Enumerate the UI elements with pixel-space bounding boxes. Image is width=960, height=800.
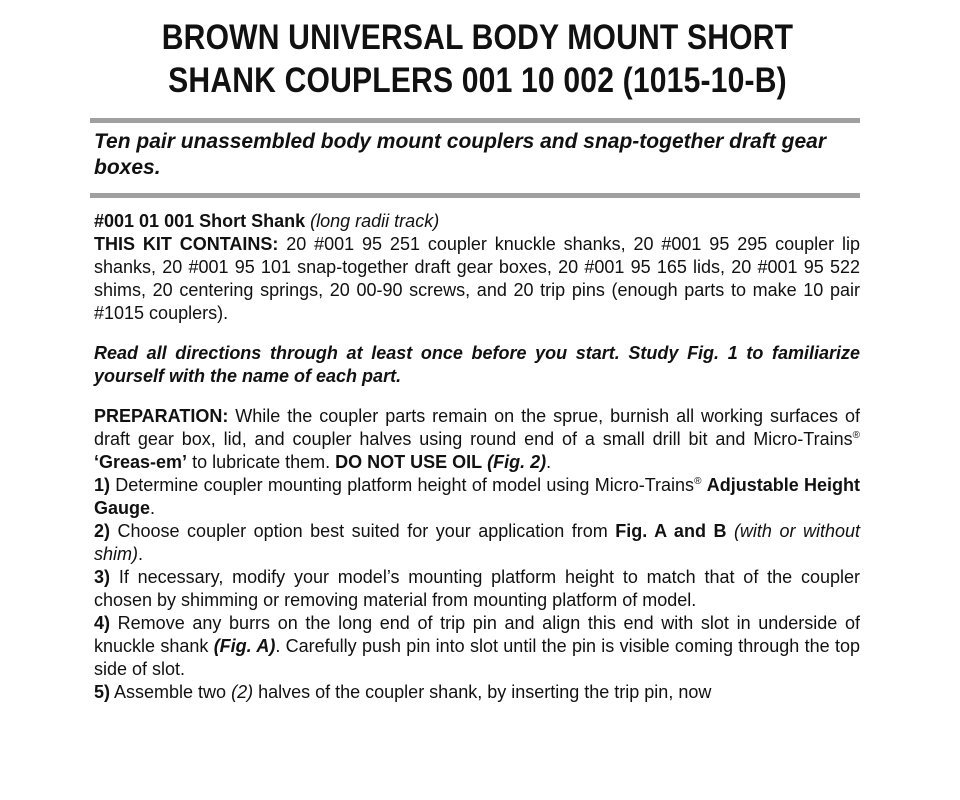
fig-a-and-b-reference: Fig. A and B — [615, 521, 727, 541]
read-directions-note: Read all directions through at least once before you start. Study Fig. 1 to familiarize yourself with the name of each part. — [94, 343, 860, 386]
step-5-text-b: halves of the coupler shank, by inserting the trip pin, now — [253, 682, 712, 702]
step-5-count: (2) — [231, 682, 254, 702]
no-oil-warning: DO NOT USE OIL — [335, 452, 483, 472]
greas-em-product: ‘Greas-em’ — [94, 452, 188, 472]
step-1 — [94, 474, 860, 520]
divider-middle — [90, 193, 860, 198]
preparation-end: . — [546, 452, 552, 472]
step-1-end: . — [150, 498, 156, 518]
step-1-text: Determine coupler mounting platform height of model using Micro-Trains — [110, 475, 695, 495]
step-3-number: 3) — [94, 567, 111, 587]
kit-contents-text: 20 #001 95 251 coupler knuckle shanks, 20 #001 95 295 coupler lip shanks, 20 #001 95 101 snap-together draft gear boxes, 20 #001 95 165 lids, 20 #001 95 522 shims, 20 centering springs, 20 00-90 screws, and 20 trip pins (enough parts to make 10 pair #1015 couplers). — [94, 234, 860, 323]
step-2 — [94, 520, 860, 566]
step-4-number: 4) — [94, 613, 111, 633]
kit-item-note: (long radii track) — [310, 211, 440, 231]
fig-2-reference: (Fig. 2) — [482, 452, 547, 472]
title-line-1: BROWN UNIVERSAL BODY MOUNT SHORT — [161, 18, 794, 57]
fig-a-reference: (Fig. A) — [213, 636, 276, 656]
kit-item-number: #001 01 001 Short Shank — [94, 211, 306, 231]
adjustable-height-gauge: Adjustable Height Gauge — [94, 475, 860, 518]
step-3-text: If necessary, modify your model’s mounting platform height to match that of the coupler chosen by shimming or removing material from mounting platform of model. — [94, 567, 860, 610]
divider-top — [90, 118, 860, 123]
preparation-label: PREPARATION: — [94, 406, 229, 426]
step-1-number: 1) — [94, 475, 111, 495]
title-line-2: SHANK COUPLERS 001 10 002 (1015-10-B) — [168, 61, 787, 100]
preparation-paragraph — [94, 405, 860, 474]
registered-mark: ® — [852, 430, 860, 441]
step-5 — [94, 681, 860, 704]
step-3 — [94, 566, 860, 612]
step-2-note: (with or without shim) — [94, 521, 860, 564]
registered-mark: ® — [694, 476, 702, 487]
instruction-sheet — [90, 0, 865, 704]
step-4-text-b: . Carefully push pin into slot until the pin is visible coming through the top side of slot. — [94, 636, 860, 679]
step-2-text: Choose coupler option best suited for your application from — [110, 521, 616, 541]
subtitle: Ten pair unassembled body mount couplers and snap-together draft gear boxes. — [94, 130, 826, 179]
step-5-text-a: Assemble two — [110, 682, 232, 702]
step-5-number: 5) — [94, 682, 111, 702]
step-4 — [94, 612, 860, 681]
kit-contents-label: THIS KIT CONTAINS: — [94, 234, 279, 254]
step-2-end: . — [138, 544, 144, 564]
page-title — [144, 0, 811, 102]
kit-contents — [94, 233, 860, 325]
preparation-text-a: While the coupler parts remain on the sprue, burnish all working surfaces of draft gear box, lid, and coupler halves using round end of a small drill bit and Micro-Trains — [94, 406, 860, 449]
instructions-body — [94, 210, 860, 704]
preparation-text-b: to lubricate them. — [187, 452, 336, 472]
step-2-number: 2) — [94, 521, 111, 541]
step-4-text-a: Remove any burrs on the long end of trip pin and align this end with slot in underside of knuckle shank — [94, 613, 860, 656]
kit-item-line — [94, 210, 860, 233]
